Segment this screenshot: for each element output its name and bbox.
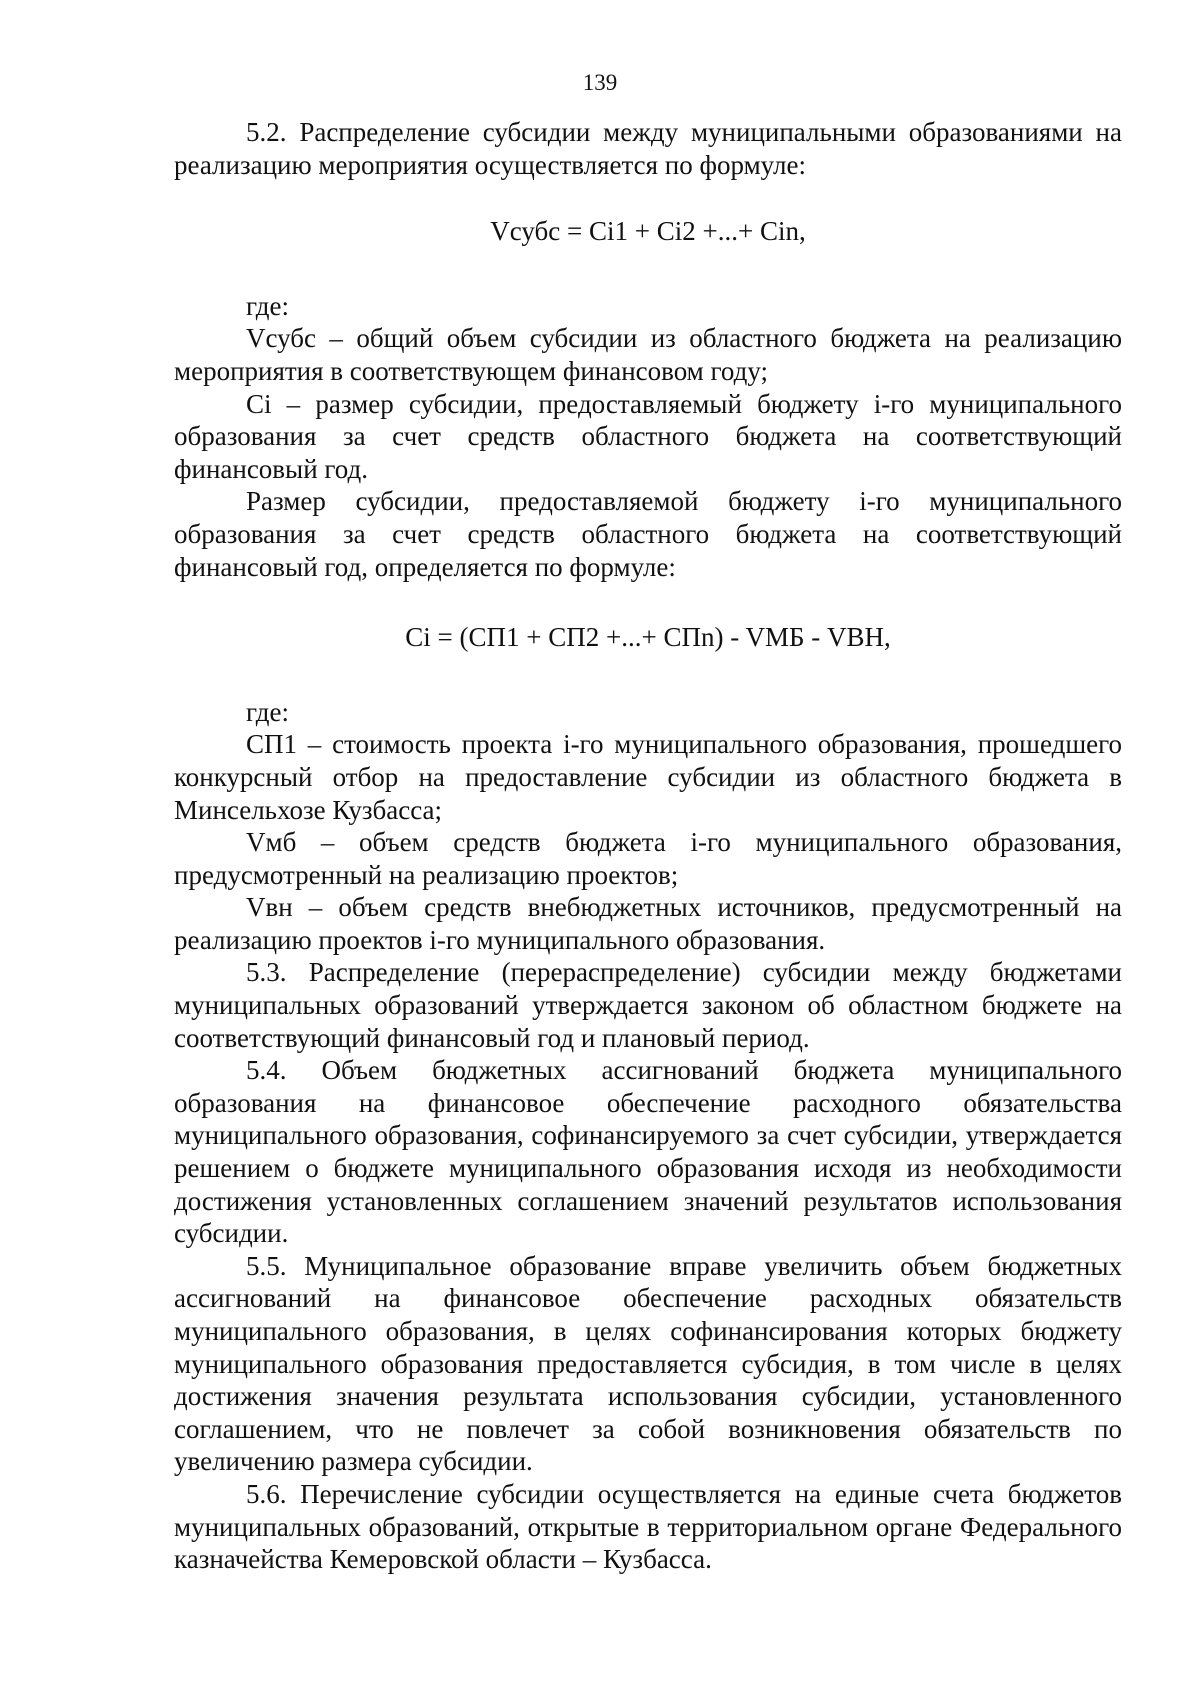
paragraph-5-2: 5.2. Распределение субсидии между муниципальными образованиями на реализацию мероприятия осуществляется по формуле: [174, 117, 1122, 180]
definition-vmb: Vмб – объем средств бюджета i-го муниципального образования, предусмотренный на реализацию проектов; [174, 827, 1122, 890]
definition-ci: Ci – размер субсидии, предоставляемый бюджету i-го муниципального образования за счет средств областного бюджета на соответствующий финансовый год. [174, 388, 1122, 484]
definition-vvn: Vвн – объем средств внебюджетных источников, предусмотренный на реализацию проектов i-го муниципального образования. [174, 892, 1122, 955]
formula-ci: Ci = (СП1 + СП2 +...+ СПn) - VМБ - VВН, [405, 622, 891, 653]
document-body [174, 116, 1122, 1576]
definition-vsubs: Vсубс – общий объем субсидии из областного бюджета на реализацию мероприятия в соответствующем финансовом году; [174, 323, 1122, 386]
paragraph-subsidy-size: Размер субсидии, предоставляемой бюджету i-го муниципального образования за счет средств областного бюджета на соответствующий финансовый год, определяется по формуле: [174, 486, 1122, 582]
paragraph-5-6: 5.6. Перечисление субсидии осуществляется на единые счета бюджетов муниципальных образований, открытые в территориальном органе Федерального казначейства Кемеровской области – Кузбасса. [174, 1478, 1122, 1575]
where-label-1: где: [246, 290, 289, 321]
page-number: 139 [582, 70, 618, 95]
formula-total-subsidy: Vсубс = Ci1 + Ci2 +...+ Cin, [490, 216, 806, 247]
paragraph-5-3: 5.3. Распределение (перераспределение) субсидии между бюджетами муниципальных образований утверждается законом об областном бюджете на соответствующий финансовый год и плановый период. [174, 957, 1122, 1053]
paragraph-5-5: 5.5. Муниципальное образование вправе увеличить объем бюджетных ассигнований на финансовое обеспечение расходных обязательств муниципального образования, в целях софинансирования которых бюджету муниципального образования предоставляется субсидия, в том числе в целях достижения значения результата использования субсидии, установленного соглашением, что не повлечет за собой возникновения обязательств по увеличению размера субсидии. [174, 1250, 1122, 1477]
definition-sp1: СП1 – стоимость проекта i-го муниципального образования, прошедшего конкурсный отбор на предоставление субсидии из областного бюджета в Минсельхозе Кузбасса; [174, 729, 1122, 825]
where-label-2: где: [246, 696, 289, 727]
paragraph-5-4: 5.4. Объем бюджетных ассигнований бюджета муниципального образования на финансовое обеспечение расходного обязательства муниципального образования, софинансируемого за счет субсидии, утверждается решением о бюджете муниципального образования исходя из необходимости достижения установленных соглашением значений результатов использования субсидии. [174, 1055, 1122, 1249]
